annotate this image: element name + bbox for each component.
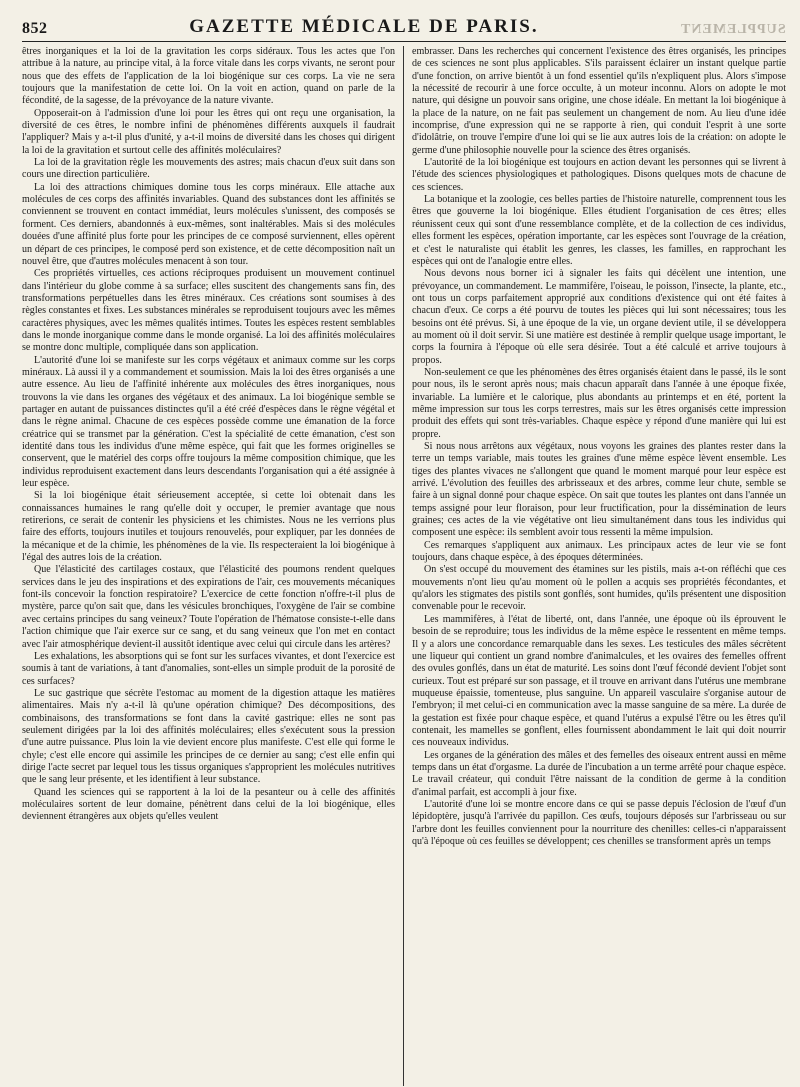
paragraph: Si la loi biogénique était sérieusement acceptée, si cette loi obtenait dans les connaissances humaines le rang qu'elle doit y occuper, le premier avantage que nous retirerions, ce serait de contenir les physiciens et les chimistes. Nous ne les verrions plus faire des efforts, toujours inutiles et toujours renouvelés, pour expliquer, par les données de la mécanique et de la chimie, les phénomènes de la vie. Ils respecteraient la loi biogénique à l'égal des autres lois de la création.: [22, 490, 395, 564]
page-header: [22, 12, 786, 42]
paragraph: L'autorité de la loi biogénique est toujours en action devant les personnes qui se livrent à l'étude des sciences physiologiques et pathologiques. Disons quelques mots de chacune de ces sciences.: [412, 157, 786, 193]
paragraph: Si nous nous arrêtons aux végétaux, nous voyons les graines des plantes rester dans la terre un temps variable, mais toutes les graines d'une même espèce lèvent ensemble. Les tiges des plantes vivaces ne s'allongent que quand le moment marqué pour leur espèce est arrivé. L'évolution des feuilles des arbrisseaux et des arbres, comme leur chute, semble se faire à un signal donné pour chaque espèce. On sait que toutes les plantes ont dans l'année un temps assigné pour leur floraison, pour leur fructification, pour la dissémination de leurs graines; ces actes de la vie végétative ont lieu simultanément dans tous les individus qui composent une espèce: ils semblent avoir tous ressenti la même impulsion.: [412, 441, 786, 539]
bleed-through-supplement-label: SUPPLEMENT: [680, 22, 786, 37]
text-columns: [22, 46, 786, 1086]
page-number: 852: [22, 20, 48, 37]
paragraph: On s'est occupé du mouvement des étamines sur les pistils, mais a-t-on réfléchi que ces mouvements n'ont lieu qu'au moment où le pollen a acquis ses propriétés fécondantes, et qu'alors les stigmates des pistils sont gonflés, sont humides, qu'ils présentent une disposition convenable pour le recevoir.: [412, 564, 786, 613]
paragraph: Nous devons nous borner ici à signaler les faits qui décèlent une intention, une prévoyance, un commandement. Le mammifère, l'oiseau, le poisson, l'insecte, la plante, etc., ont tous un corps parfaitement approprié aux conditions d'existence qui ont été faites à chacun d'eux. Ce corps a été pourvu de toutes les pièces qui lui sont nécessaires; tous les besoins ont été prévus. Si, à une époque de la vie, un organe devient utile, il se développera au moment où il doit servir. Si une matière est destinée à remplir quelque usage important, le corps la fournira à l'époque où elle sera désirée. Tout a été calculé et arrive toujours à propos.: [412, 268, 786, 366]
paragraph: Le suc gastrique que sécrète l'estomac au moment de la digestion attaque les matières alimentaires. Mais n'y a-t-il là qu'une opération chimique? Des décompositions, des combinaisons, des transformations se font dans la cavité gastrique: elles ne sont pas seulement dirigées par la loi des affinités moléculaires; elles s'exécutent sous la pression d'une autre puissance. Plus loin la vie devient encore plus manifeste. C'est elle qui forme le chyle; c'est elle encore qui assimile les principes de ce dernier au sang; c'est elle enfin qui dirige l'acte secret par lequel tous les tissus organiques s'approprient les molécules nutritives que le sang leur présente, et les identifient à leur substance.: [22, 687, 395, 786]
paragraph: Non-seulement ce que les phénomènes des êtres organisés étaient dans le passé, ils le sont pour nous, ils le seront après nous; mais chacun apparaît dans l'année à une époque fixée, invariable. La lumière et le calorique, plus abondants au printemps et en été, portent la même impression sur tous les corps terrestres, mais sur les êtres organisés cette impression produit des effets qui sont très-variables. Chaque espèce y répond d'une manière qui lui est propre.: [412, 366, 786, 440]
paragraph: Les organes de la génération des mâles et des femelles des oiseaux entrent aussi en même temps dans un état d'orgasme. La durée de l'incubation a un terme arrêté pour chaque espèce. Le travail créateur, qui conduit l'être naissant de la condition de germe à la condition d'animal parfait, est accompli à jour fixe.: [412, 749, 786, 798]
left-column: [22, 46, 404, 1086]
paragraph: êtres inorganiques et la loi de la gravitation les corps sidéraux. Tous les actes que l'on attribue à la nature, au principe vital, à la force vitale dans les corps vivants, ne seront pour nous que des effets de l'application de la loi biogénique sur ces corps. La vie ne sera toujours que la manifestation de cette loi. On la voit en action, quand on parle de la fécondité, de la sagesse, de la prévoyance de la nature vivante.: [22, 46, 395, 107]
paragraph: La loi de la gravitation règle les mouvements des astres; mais chacun d'eux suit dans son cours une direction particulière.: [22, 157, 395, 181]
paragraph: La loi des attractions chimiques domine tous les corps minéraux. Elle attache aux molécules de ces corps des affinités invariables. Quand des substances dont les affinités se conviennent se trouvent en contact immédiat, leurs molécules s'unissent, des composés se forment. Ces derniers, abandonnés à eux-mêmes, sont inaltérables. Mais si des molécules douées d'une affinité plus forte pour les principes de ce composé surviennent, elles opèrent un départ de ces principes, le composé perd son existence, et de cette décomposition naît un nouvel être, que d'autres molécules menacent à son tour.: [22, 181, 395, 267]
paragraph: Les exhalations, les absorptions qui se font sur les surfaces vivantes, et dont l'exercice est soumis à tant de variations, à tant d'anomalies, sont-elles un simple produit de la porosité de ces surfaces?: [22, 650, 395, 687]
right-column: [404, 46, 786, 1086]
paragraph: Les mammifères, à l'état de liberté, ont, dans l'année, une époque où ils éprouvent le besoin de se reproduire; tous les individus de la même espèce le ressentent en même temps. Il y a alors une concordance remarquable dans les sexes. Les testicules des mâles sécrètent une liqueur qui contient un grand nombre d'animalcules, et les ovaires des femelles offrent des ovules gonflés, dans un état de maturité. Les soins dont l'œuf fécondé devient l'objet sont curieux. Tout est préparé sur son passage, et il trouve en arrivant dans l'utérus une membrane muqueuse épaissie, tomenteuse, plus sanguine. Un appareil vasculaire s'organise autour de l'embryon; il met celui-ci en communication avec la masse sanguine de sa mère. La durée de la gestation est fixée pour chaque espèce, et quand l'utérus a expulsé l'être ou les êtres qu'il contenait, les mamelles se gonflent, elles fournissent abondamment le lait qui doit nourrir ces nouveaux individus.: [412, 613, 786, 749]
journal-title: GAZETTE MÉDICALE DE PARIS.: [189, 16, 539, 37]
paragraph: Ces propriétés virtuelles, ces actions réciproques produisent un mouvement continuel dans l'intérieur du globe comme à sa surface; elles suscitent des changements sans fin, des transformations perpétuelles dans les êtres minéraux. Ces créations sont soumises à des règles constantes et fixes. Les substances minérales se reproduisent toujours avec les mêmes caractères physiques, avec les mêmes qualités intimes. Toutes les espèces restent semblables dans le monde inorganique comme dans le monde organisé. La loi des affinités moléculaires se montre donc multiple, compliquée dans son application.: [22, 268, 395, 354]
paragraph: L'autorité d'une loi se manifeste sur les corps végétaux et animaux comme sur les corps minéraux. Là aussi il y a commandement et soumission. Mais la loi des êtres organisés a une autre essence. Au lieu de l'affinité inhérente aux molécules des êtres inorganiques, nous trouvons la vie dans les organes des végétaux et des animaux. La loi biogénique semble se partager en autant de puissances distinctes qu'il a été créé d'espèces dans le règne végétal et dans le règne animal. Chacune de ces espèces possède comme une émanation de la force créatrice qui se transmet par la génération. C'est la spécialité de cette émanation, c'est son identité dans tous les individus d'une même espèce, qui fait que les formes originelles se conservent, que le matériel des corps offre toujours la même composition chimique, que les individus reproduisent exactement dans leurs descendants l'organisation qui a été assignée à leur espèce.: [22, 354, 395, 490]
paragraph: Quand les sciences qui se rapportent à la loi de la pesanteur ou à celle des affinités moléculaires sortent de leur domaine, pénètrent dans celui de la loi biogénique, elles deviennent étrangères aux objets qu'elles veulent: [22, 786, 395, 823]
paragraph: La botanique et la zoologie, ces belles parties de l'histoire naturelle, comprennent tous les êtres que gouverne la loi biogénique. Elles étudient l'organisation de ces êtres; elles réunissent ceux qui sont d'une ressemblance complète, et de la collection de ces individus, elles forment les espèces, opération importante, car les espèces sont l'ouvrage de la création, et c'est le naturaliste qui établit les genres, les classes, les familles, en rapprochant les espèces qui ont de l'analogie entre elles.: [412, 194, 786, 267]
paragraph: embrasser. Dans les recherches qui concernent l'existence des êtres organisés, les principes de ces sciences ne sont plus applicables. S'ils paraissent éclairer un instant quelque partie d'une fonction, on arrive bientôt à un fond essentiel qu'ils n'expliquent plus. Alors s'impose la nécessité de recourir à une force occulte, à un moteur inconnu. Alors on adopte le mot nature, qui désigne un pouvoir sans origine, une chose idéale. En mettant la loi biogénique à la place de la nature, on ne fait pas seulement un changement de nom. Au lieu d'une idée incomprise, d'une expression qui ne se rapporte à rien, qui conduit l'esprit à une sorte d'idolâtrie, on trouve l'empire d'une loi qui se lie aux autres lois de la création: on adopte le germe d'une philosophie nouvelle pour la science des êtres organisés.: [412, 46, 786, 156]
paragraph: Opposerait-on à l'admission d'une loi pour les êtres qui ont reçu une organisation, la diversité de ces êtres, le nombre infini de phénomènes différents auxquels il faudrait l'appliquer? Mais y a-t-il plus d'unité, y a-t-il moins de diversité dans les choses qui dirigent la loi de la gravitation et surtout celle des affinités moléculaires?: [22, 107, 395, 156]
paragraph: Ces remarques s'appliquent aux animaux. Les principaux actes de leur vie se font toujours, dans chaque espèce, à des époques déterminées.: [412, 539, 786, 564]
paragraph: Que l'élasticité des cartilages costaux, que l'élasticité des poumons rendent quelques services dans le jeu des inspirations et des expirations de l'air, ces mouvements mécaniques font-ils concevoir la fonction respiratoire? L'exercice de cette fonction n'offre-t-il plus de mystère, parce qu'on sait que, dans les vésicules bronchiques, l'oxygène de l'air se combine avec certains principes du sang veineux? Toute l'opération de l'hématose consiste-t-elle dans l'action chimique que l'air exerce sur ce sang, et du sang veineux que l'on met en contact avec l'air atmosphérique devient-il aussitôt identique avec celui qui circule dans les artères?: [22, 564, 395, 650]
paragraph: L'autorité d'une loi se montre encore dans ce qui se passe depuis l'éclosion de l'œuf d'un lépidoptère, jusqu'à l'arrivée du papillon. Ces œufs, toujours déposés sur l'arbrisseau ou sur l'arbre dont les feuilles conviennent pour la nourriture des chenilles: celles-ci n'apparaissent qu'à l'époque où ces feuilles se développent; ces chenilles se transforment après un temps: [412, 798, 786, 847]
